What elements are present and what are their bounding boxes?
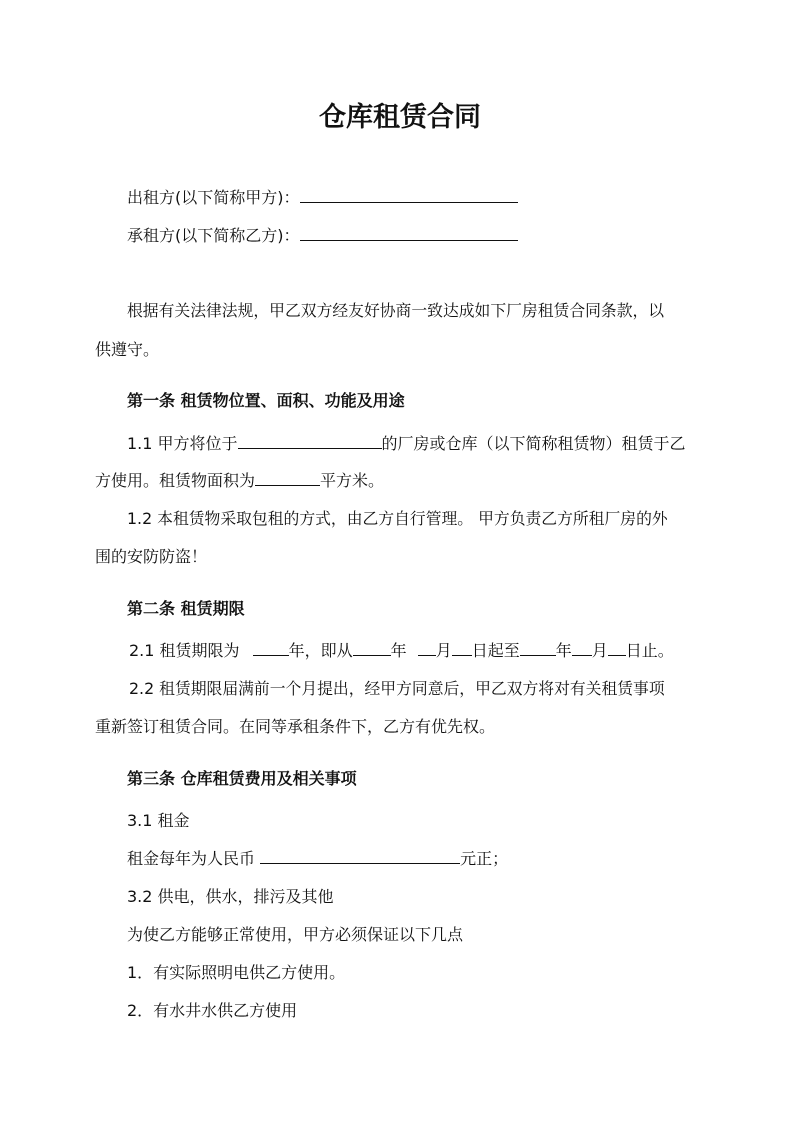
- rent-line: [127, 848, 508, 870]
- area-blank[interactable]: [255, 470, 320, 486]
- article-1-heading: 第一条 租赁物位置、面积、功能及用途: [127, 391, 405, 410]
- clause-2-1-text-c: 年: [390, 641, 412, 660]
- rent-text-a: 租金每年为人民币: [127, 849, 261, 868]
- list-item-1: 1．有实际照明电供乙方使用。: [127, 963, 346, 982]
- clause-2-1-text-g: 月: [591, 641, 608, 660]
- lessee-line: [127, 225, 518, 247]
- article-3-heading: 第三条 仓库租赁费用及相关事项: [127, 769, 357, 788]
- clause-2-1-text-h: 日止。: [625, 641, 674, 660]
- end-month-blank[interactable]: [572, 640, 592, 656]
- clause-2-2-line-2: 重新签订租赁合同。在同等承租条件下，乙方有优先权。: [95, 717, 496, 736]
- lessee-label: 承租方(以下简称乙方)：: [127, 226, 300, 245]
- lessor-label: 出租方(以下简称甲方)：: [127, 188, 300, 207]
- rent-text-b: 元正；: [460, 849, 509, 868]
- clause-3-2: 3.2 供电，供水，排污及其他: [127, 887, 334, 906]
- guarantee-line: 为使乙方能够正常使用，甲方必须保证以下几点: [127, 925, 464, 944]
- years-blank[interactable]: [253, 640, 289, 656]
- clause-3-1: 3.1 租金: [127, 811, 190, 830]
- intro-line-2: 供遵守。: [95, 340, 160, 359]
- document-title: 仓库租赁合同: [319, 102, 481, 133]
- list-item-2: 2．有水井水供乙方使用: [127, 1001, 298, 1020]
- clause-1-1-text-b: 的厂房或仓库（以下简称租赁物）租赁于乙: [381, 434, 686, 453]
- start-day-blank[interactable]: [452, 640, 472, 656]
- start-year-blank[interactable]: [353, 640, 391, 656]
- clause-2-1: [129, 640, 674, 662]
- lessor-line: [127, 187, 518, 209]
- clause-1-1-text-c: 方使用。租赁物面积为: [95, 471, 256, 490]
- clause-2-1-text-f: 年: [555, 641, 572, 660]
- clause-2-1-text-b: 年，即从: [288, 641, 353, 660]
- clause-1-1-text-d: 平方米。: [320, 471, 385, 490]
- clause-2-2-line-1: 2.2 租赁期限届满前一个月提出，经甲方同意后，甲乙双方将对有关租赁事项: [129, 679, 665, 698]
- article-2-heading: 第二条 租赁期限: [127, 599, 245, 618]
- location-blank[interactable]: [238, 433, 382, 449]
- clause-2-1-text-e: 日起至: [471, 641, 520, 660]
- end-year-blank[interactable]: [520, 640, 556, 656]
- lessor-blank[interactable]: [300, 187, 518, 203]
- clause-2-1-text-d: 月: [435, 641, 452, 660]
- clause-1-2-line-1: 1.2 本租赁物采取包租的方式，由乙方自行管理。 甲方负责乙方所租厂房的外: [127, 509, 668, 528]
- start-month-blank[interactable]: [418, 640, 436, 656]
- intro-line-1: 根据有关法律法规，甲乙双方经友好协商一致达成如下厂房租赁合同条款，以: [127, 301, 665, 320]
- clause-1-1-text-a: 1.1 甲方将位于: [127, 434, 238, 453]
- lessee-blank[interactable]: [300, 225, 518, 241]
- clause-1-2-line-2: 围的安防防盗！: [95, 547, 208, 566]
- rent-amount-blank[interactable]: [260, 848, 460, 864]
- clause-2-1-text-a: 2.1 租赁期限为: [129, 641, 245, 660]
- clause-1-1-line-1: [127, 433, 686, 455]
- clause-1-1-line-2: [95, 470, 384, 492]
- end-day-blank[interactable]: [608, 640, 626, 656]
